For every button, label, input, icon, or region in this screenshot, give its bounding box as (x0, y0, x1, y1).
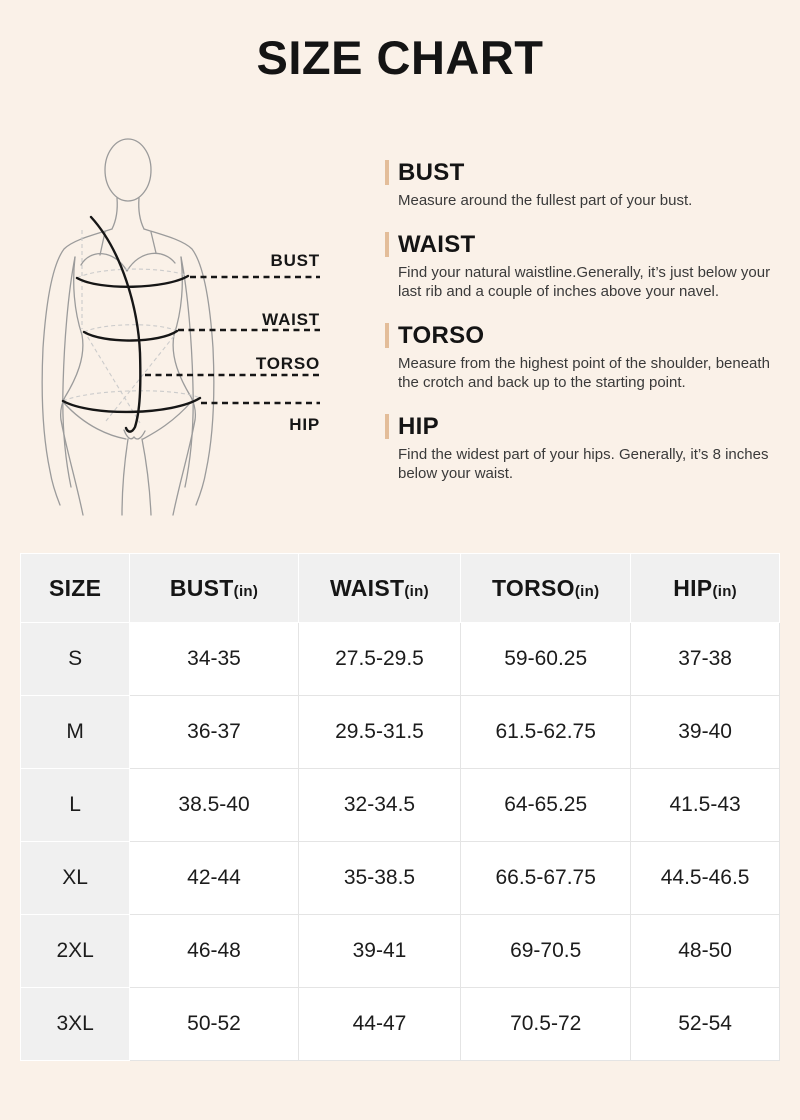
page-title: SIZE CHART (256, 31, 544, 84)
measurement-diagram (28, 133, 378, 523)
column-label: BUST (169, 574, 234, 601)
size-cell: 2XL (21, 915, 130, 988)
table-row-m (21, 696, 780, 769)
size-cell: L (21, 769, 130, 842)
torso-value: 59-60.25 (461, 623, 631, 696)
guide-heading-bust (385, 160, 783, 185)
column-header-hip (631, 554, 780, 623)
column-label: SIZE (48, 574, 102, 601)
guide-heading-text: TORSO (398, 322, 485, 349)
column-header-size (21, 554, 130, 623)
table-row-2xl (21, 915, 780, 988)
column-unit: (in) (712, 582, 737, 600)
table-row-xl (21, 842, 780, 915)
guide-heading-torso (385, 323, 783, 348)
torso-value: 61.5-62.75 (461, 696, 631, 769)
body-figure-illustration (28, 133, 378, 523)
guide-description: Find the widest part of your hips. Generally, it’s 8 inches below your waist. (398, 446, 769, 482)
waist-value: 39-41 (298, 915, 460, 988)
waist-value: 29.5-31.5 (298, 696, 460, 769)
torso-value: 64-65.25 (461, 769, 631, 842)
accent-bar (385, 323, 389, 348)
hip-value: 48-50 (631, 915, 780, 988)
column-unit: (in) (233, 582, 259, 600)
column-header-waist (298, 554, 460, 623)
guide-heading-waist (385, 232, 783, 257)
hip-value: 37-38 (631, 623, 780, 696)
guide-heading-text: BUST (398, 159, 465, 186)
bust-value: 38.5-40 (130, 769, 298, 842)
size-chart-table (20, 553, 780, 1061)
waist-value: 44-47 (298, 988, 460, 1061)
diagram-waist-label: WAIST (262, 310, 320, 329)
guide-description: Measure around the fullest part of your bust. (398, 192, 693, 209)
guide-section-hip (385, 414, 783, 483)
torso-value: 70.5-72 (461, 988, 631, 1061)
column-header-torso (461, 554, 631, 623)
table-header-row (21, 554, 780, 623)
diagram-torso-label: TORSO (255, 354, 320, 373)
size-cell: 3XL (21, 988, 130, 1061)
waist-value: 27.5-29.5 (298, 623, 460, 696)
guide-section-waist (385, 232, 783, 301)
hip-value: 39-40 (631, 696, 780, 769)
size-table-section (20, 553, 780, 1061)
bust-value: 46-48 (130, 915, 298, 988)
bust-value: 36-37 (130, 696, 298, 769)
column-unit: (in) (574, 582, 600, 600)
table-row-3xl (21, 988, 780, 1061)
column-header-bust (130, 554, 298, 623)
waist-value: 35-38.5 (298, 842, 460, 915)
hip-value: 52-54 (631, 988, 780, 1061)
column-label: TORSO (491, 574, 575, 601)
guide-heading-text: HIP (398, 413, 439, 440)
torso-value: 69-70.5 (461, 915, 631, 988)
hip-value: 44.5-46.5 (631, 842, 780, 915)
accent-bar (385, 232, 389, 257)
table-row-l (21, 769, 780, 842)
size-cell: M (21, 696, 130, 769)
guide-description: Measure from the highest point of the shoulder, beneath the crotch and back up to the starting point. (398, 355, 770, 391)
waist-value: 32-34.5 (298, 769, 460, 842)
bust-value: 34-35 (130, 623, 298, 696)
size-cell: S (21, 623, 130, 696)
size-cell: XL (21, 842, 130, 915)
column-label: HIP (673, 574, 713, 601)
measuring-guide (385, 160, 783, 505)
accent-bar (385, 160, 389, 185)
guide-section-bust (385, 160, 783, 210)
bust-value: 50-52 (130, 988, 298, 1061)
column-unit: (in) (404, 582, 429, 600)
bust-value: 42-44 (130, 842, 298, 915)
column-label: WAIST (330, 574, 405, 601)
torso-value: 66.5-67.75 (461, 842, 631, 915)
accent-bar (385, 414, 389, 439)
guide-section-torso (385, 323, 783, 392)
guide-description: Find your natural waistline.Generally, it’s just below your last rib and a couple of inches above your navel. (398, 264, 771, 300)
guide-heading-hip (385, 414, 783, 439)
table-row-s (21, 623, 780, 696)
guide-heading-text: WAIST (398, 231, 476, 258)
diagram-hip-label: HIP (289, 415, 320, 434)
diagram-bust-label: BUST (270, 251, 320, 270)
hip-value: 41.5-43 (631, 769, 780, 842)
